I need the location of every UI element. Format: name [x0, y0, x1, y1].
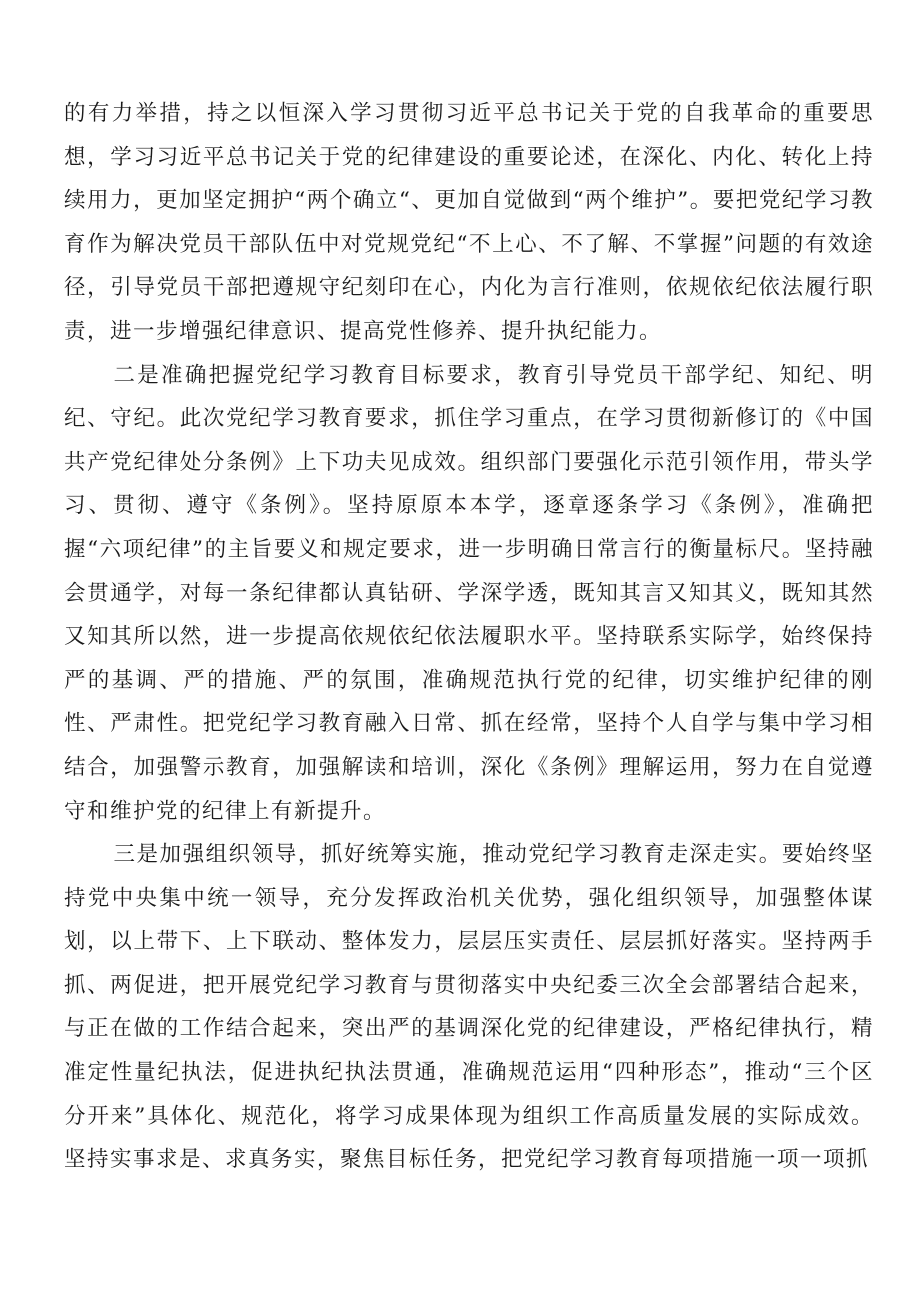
- document-body: [64, 92, 874, 1182]
- paragraph-objectives: 二是准确把握党纪学习教育目标要求，教育引导党员干部学纪、知纪、明纪、守纪。此次党纪学习教育要求，抓住学习重点，在学习贯彻新修订的《中国共产党纪律处分条例》上下功夫见成效。组织部门要强化示范引领作用，带头学习、贯彻、遵守《条例》。坚持原原本本学，逐章逐条学习《条例》，准确把握“六项纪律”的主旨要义和规定要求，进一步明确日常言行的衡量标尺。坚持融会贯通学，对每一条纪律都认真钻研、学深学透，既知其言又知其义，既知其然又知其所以然，进一步提高依规依纪依法履职水平。坚持联系实际学，始终保持严的基调、严的措施、严的氛围，准确规范执行党的纪律，切实维护纪律的刚性、严肃性。把党纪学习教育融入日常、抓在经常，坚持个人自学与集中学习相结合，加强警示教育，加强解读和培训，深化《条例》理解运用，努力在自觉遵守和维护党的纪律上有新提升。: [64, 362, 874, 824]
- paragraph-continuation: 的有力举措，持之以恒深入学习贯彻习近平总书记关于党的自我革命的重要思想，学习习近平总书记关于党的纪律建设的重要论述，在深化、内化、转化上持续用力，更加坚定拥护“两个确立“、更加自觉做到“两个维护”。要把党纪学习教育作为解决党员干部队伍中对党规党纪“不上心、不了解、不掌握”问题的有效途径，引导党员干部把遵规守纪刻印在心，内化为言行准则，依规依纪依法履行职责，进一步增强纪律意识、提高党性修养、提升执纪能力。: [64, 101, 874, 344]
- paragraph-organization: 三是加强组织领导，抓好统筹实施，推动党纪学习教育走深走实。要始终坚持党中央集中统一领导，充分发挥政治机关优势，强化组织领导，加强整体谋划，以上带下、上下联动、整体发力，层层压实责任、层层抓好落实。坚持两手抓、两促进，把开展党纪学习教育与贯彻落实中央纪委三次全会部署结合起来，与正在做的工作结合起来，突出严的基调深化党的纪律建设，严格纪律执行，精准定性量纪执法，促进执纪执法贯通，准确规范运用“四种形态”，推动“三个区分开来”具体化、规范化，将学习成果体现为组织工作高质量发展的实际成效。坚持实事求是、求真务实，聚焦目标任务，把党纪学习教育每项措施一项一项抓: [64, 842, 874, 1173]
